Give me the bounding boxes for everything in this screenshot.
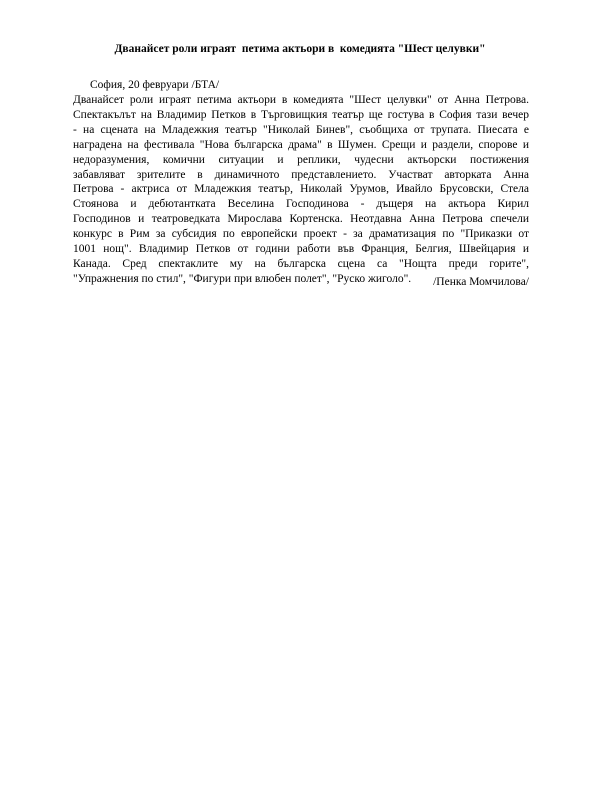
body-line: Петрова - актриса от Младежкия театър, Николай Урумов, Ивайло Брусовски, Стела [73,183,529,196]
body-line: Господинов и театроведката Мирослава Кортенска. Неотдавна Анна Петрова спечели [73,213,529,226]
body-line: наградена на фестивала "Нова българска драма" в Шумен. Срещи и раздели, спорове и [73,138,529,151]
body-line: "Упражнения по стил", "Фигури при влюбен полет", "Руско жиголо". [73,272,412,285]
body-line: конкурс в Рим за субсидия по европейски проект - за драматизация по "Приказки от [73,228,529,241]
body-line: недоразумения, комични ситуации и реплики, чудесни актьорски постижения [73,153,529,166]
body-line: - на сцената на Младежкия театър "Николай Бинев", съобщиха от трупата. Пиесата е [73,123,529,136]
author-signature: /Пенка Момчилова/ [433,276,529,288]
article-body [73,93,529,287]
dateline: София, 20 февруари /БТА/ [90,79,220,91]
document-title: Дванайсет роли играят петима актьори в комедията "Шест целувки" [114,43,486,55]
body-line: Дванайсет роли играят петима актьори в комедията "Шест целувки" от Анна Петрова. [73,94,529,106]
body-line: забавляват зрителите в динамичното представлението. Участват авторката Анна [73,168,529,181]
body-line: Спектакълът на Владимир Петков в Търговищкия театър ще гостува в София тази вечер [73,108,529,121]
body-line: Канада. Сред спектаклите му на българска сцена са "Нощта преди горите", [73,257,529,270]
body-line: Стоянова и дебютантката Веселина Господинова - дъщеря на актьора Кирил [73,198,529,211]
body-line: 1001 нощ". Владимир Петков от години работи във Франция, Белгия, Швейцария и [73,243,529,256]
